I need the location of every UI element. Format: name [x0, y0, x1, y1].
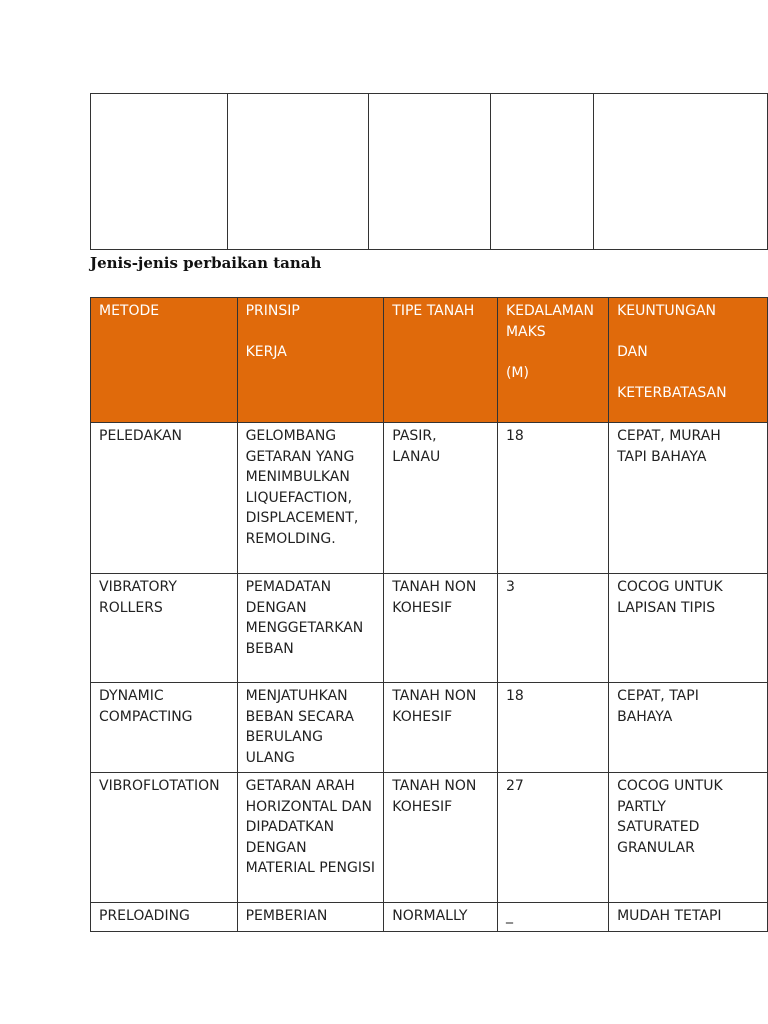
- cell-tipe-tanah: NORMALLY: [384, 903, 498, 932]
- cell-prinsip: MENJATUHKAN BEBAN SECARA BERULANG ULANG: [237, 683, 384, 773]
- cell-kedalaman: _: [497, 903, 608, 932]
- cell-tipe-tanah: TANAH NON KOHESIF: [384, 683, 498, 773]
- cell-keuntungan: COCOG UNTUK LAPISAN TIPIS: [609, 574, 768, 683]
- cell-keuntungan: COCOG UNTUK PARTLY SATURATED GRANULAR: [609, 773, 768, 903]
- cell-kedalaman: 18: [497, 423, 608, 574]
- cell-prinsip: PEMBERIAN: [237, 903, 384, 932]
- table-row: [91, 94, 768, 250]
- table-row: [91, 773, 768, 903]
- cell-kedalaman: 18: [497, 683, 608, 773]
- cell-keuntungan: MUDAH TETAPI: [609, 903, 768, 932]
- cell-keuntungan: CEPAT, MURAH TAPI BAHAYA: [609, 423, 768, 574]
- cell-keuntungan: CEPAT, TAPI BAHAYA: [609, 683, 768, 773]
- empty-cell: [594, 94, 768, 250]
- table-heading: Jenis-jenis perbaikan tanah: [90, 254, 322, 272]
- top-empty-table: [90, 93, 768, 250]
- empty-cell: [368, 94, 490, 250]
- header-kedalaman-maks: KEDALAMAN MAKS (M): [497, 298, 608, 423]
- cell-prinsip: PEMADATAN DENGAN MENGGETARKAN BEBAN: [237, 574, 384, 683]
- cell-prinsip: GETARAN ARAH HORIZONTAL DAN DIPADATKAN DENGAN MATERIAL PENGISI: [237, 773, 384, 903]
- cell-tipe-tanah: TANAH NON KOHESIF: [384, 574, 498, 683]
- cell-tipe-tanah: PASIR, LANAU: [384, 423, 498, 574]
- table-row: [91, 423, 768, 574]
- header-row: [91, 298, 768, 423]
- header-prinsip-kerja: PRINSIP KERJA: [237, 298, 384, 423]
- cell-tipe-tanah: TANAH NON KOHESIF: [384, 773, 498, 903]
- table-row: [91, 903, 768, 932]
- cell-metode: VIBROFLOTATION: [91, 773, 238, 903]
- table-row: [91, 683, 768, 773]
- cell-metode: DYNAMIC COMPACTING: [91, 683, 238, 773]
- header-tipe-tanah: TIPE TANAH: [384, 298, 498, 423]
- cell-metode: PRELOADING: [91, 903, 238, 932]
- cell-metode: VIBRATORY ROLLERS: [91, 574, 238, 683]
- empty-cell: [91, 94, 228, 250]
- cell-prinsip: GELOMBANG GETARAN YANG MENIMBULKAN LIQUEFACTION, DISPLACEMENT, REMOLDING.: [237, 423, 384, 574]
- soil-improvement-table: [90, 297, 768, 932]
- cell-kedalaman: 3: [497, 574, 608, 683]
- empty-cell: [228, 94, 369, 250]
- header-metode: METODE: [91, 298, 238, 423]
- cell-kedalaman: 27: [497, 773, 608, 903]
- table-row: [91, 574, 768, 683]
- empty-cell: [491, 94, 594, 250]
- cell-metode: PELEDAKAN: [91, 423, 238, 574]
- header-keuntungan: KEUNTUNGAN DAN KETERBATASAN: [609, 298, 768, 423]
